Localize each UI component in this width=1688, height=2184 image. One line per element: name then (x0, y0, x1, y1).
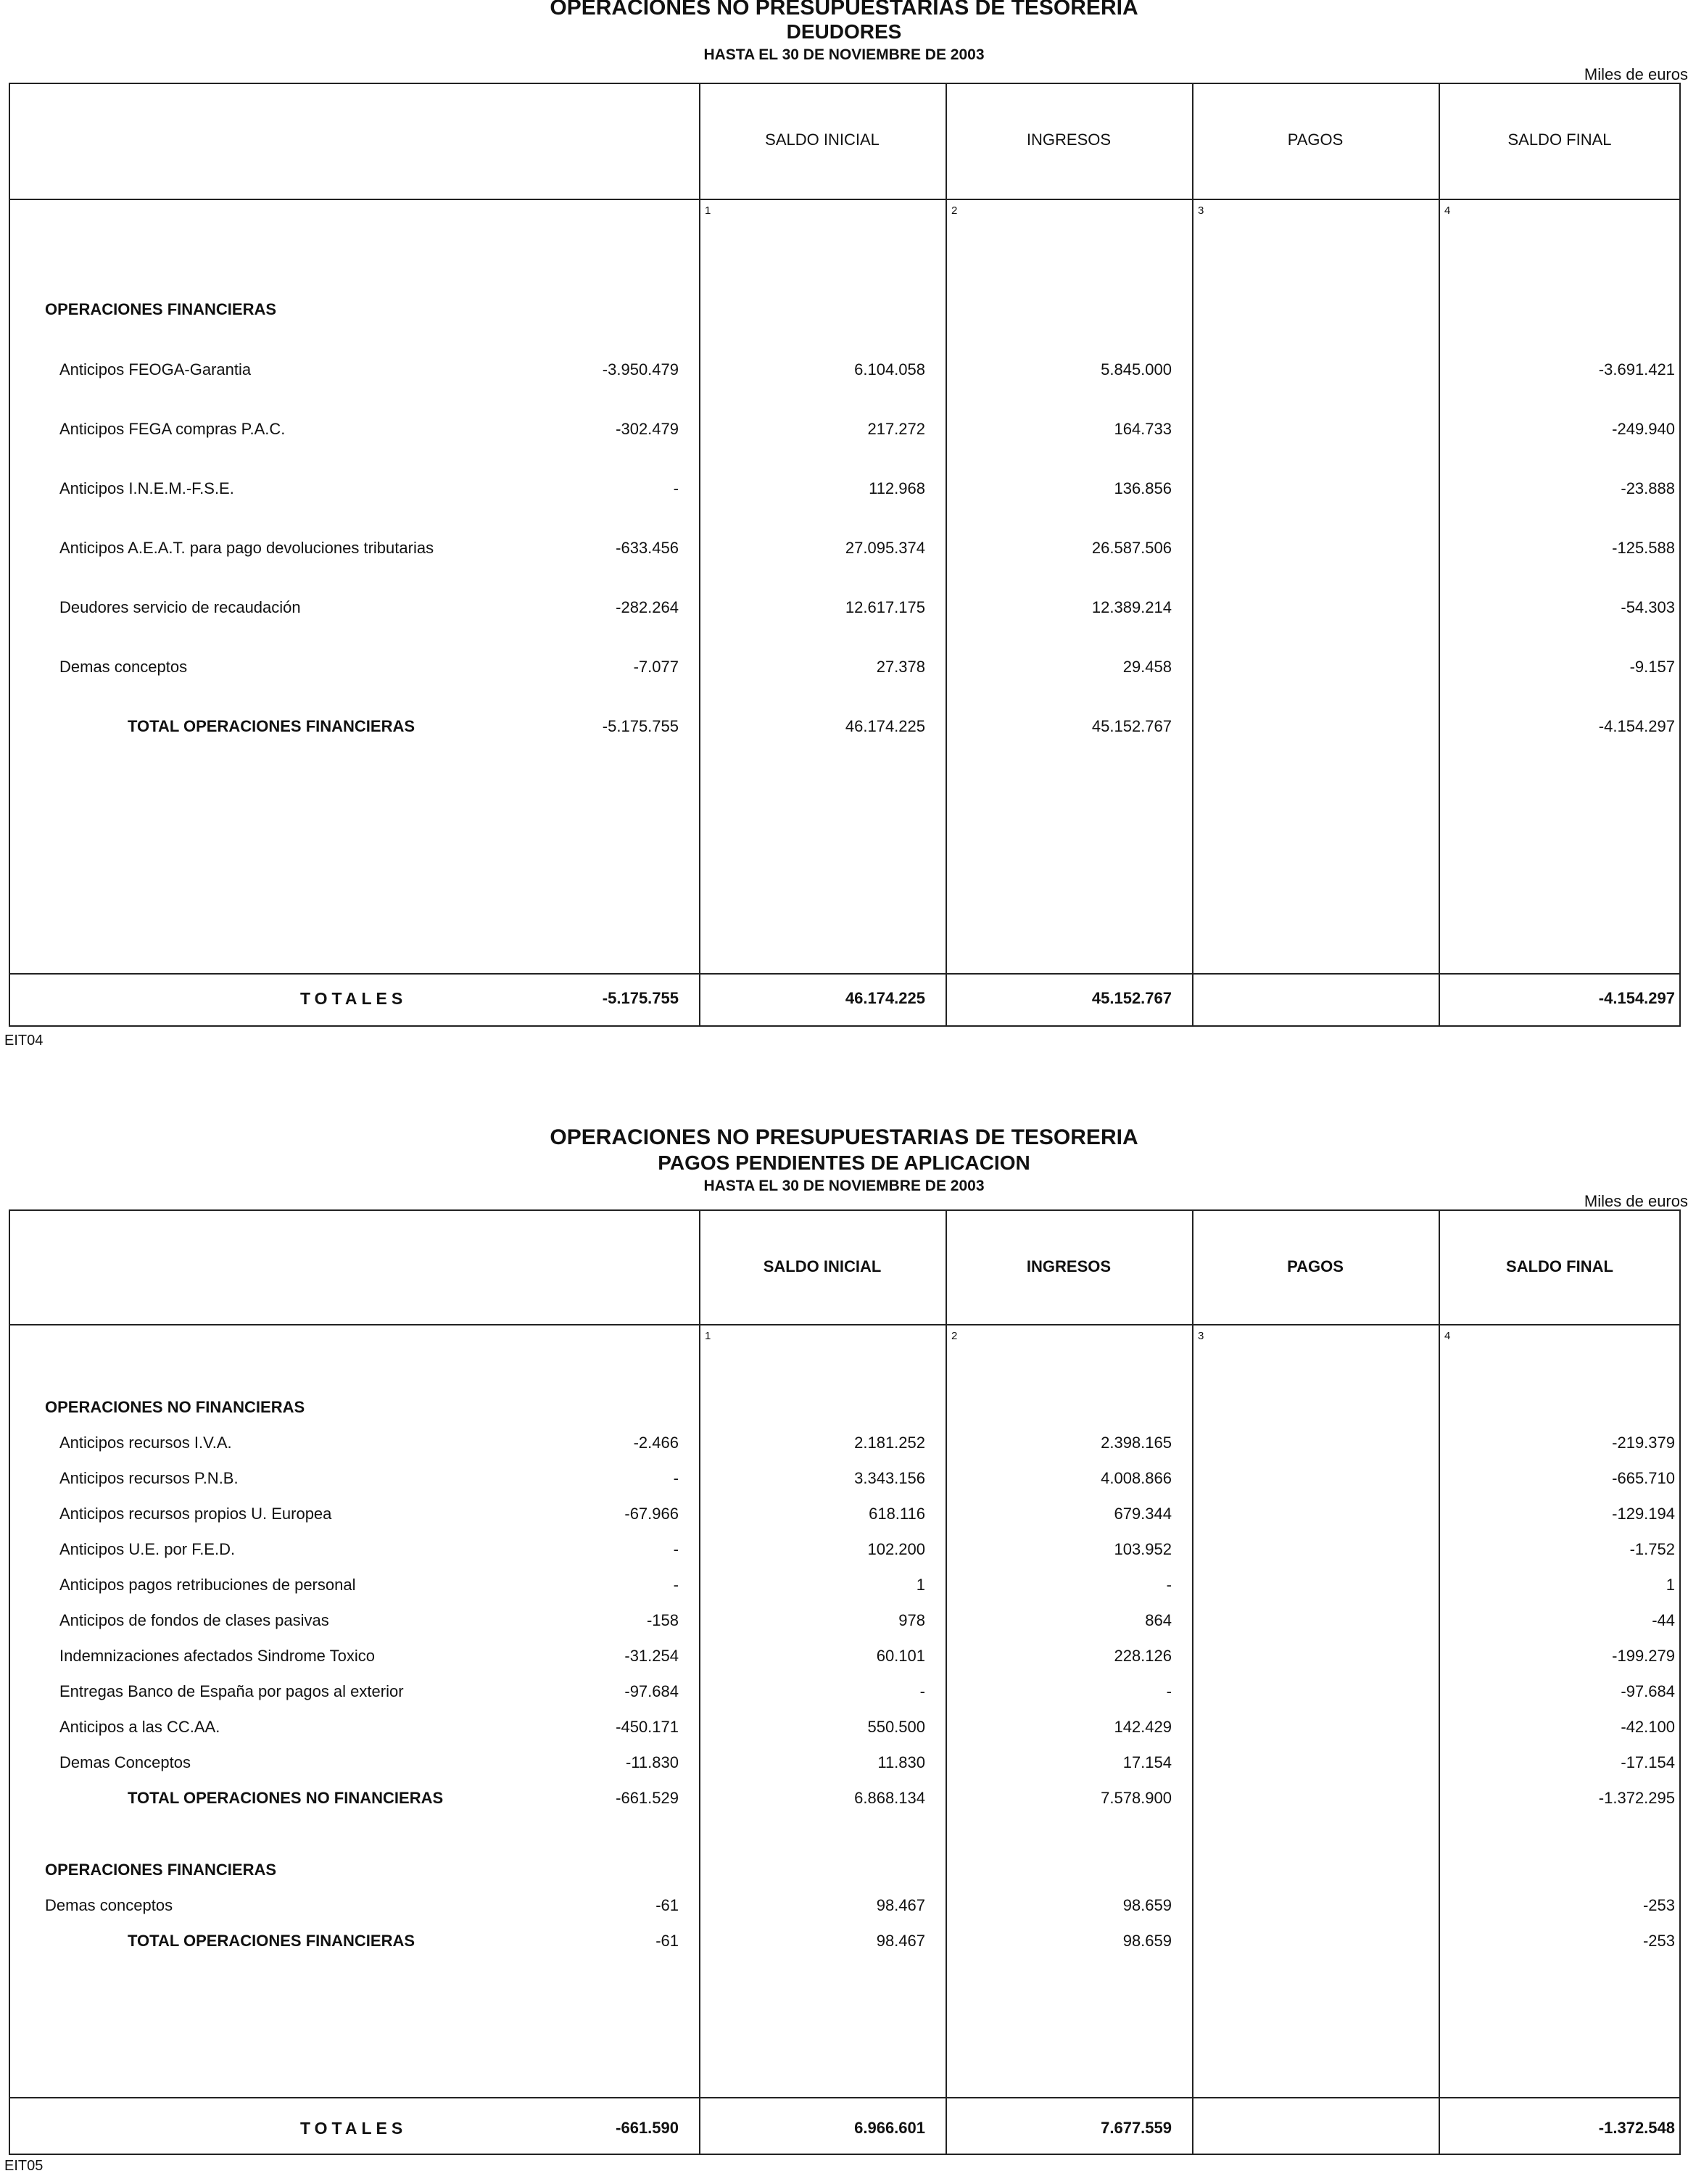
col-number: 4 (1444, 204, 1451, 217)
table-row: Anticipos U.E. por F.E.D. - 102.200 103.952 -1.752 (59, 1540, 1675, 1558)
section-heading: OPERACIONES FINANCIERAS (45, 300, 277, 318)
section-heading: OPERACIONES FINANCIERAS (45, 1861, 277, 1879)
deudores-subtitle: DEUDORES (786, 20, 902, 43)
pagos-date: HASTA EL 30 DE NOVIEMBRE DE 2003 (703, 1178, 985, 1194)
table-row: Demas conceptos -61 98.467 98.659 -253 (45, 1896, 1675, 1914)
table-row: Anticipos I.N.E.M.-F.S.E. - 112.968 136.856 -23.888 (59, 479, 1675, 497)
col-number: 3 (1198, 204, 1204, 217)
subtotal-row: TOTAL OPERACIONES FINANCIERAS -5.175.755 46.174.225 45.152.767 -4.154.297 (128, 717, 1675, 735)
col-saldo-final: SALDO FINAL (1506, 1257, 1613, 1275)
col-number: 1 (705, 1330, 711, 1342)
table-row: Anticipos FEGA compras P.A.C. -302.479 217.272 164.733 -249.940 (59, 420, 1675, 438)
col-saldo-inicial: SALDO INICIAL (765, 131, 880, 149)
col-number: 1 (705, 204, 711, 217)
subtotal-row: TOTAL OPERACIONES NO FINANCIERAS -661.529 6.868.134 7.578.900 -1.372.295 (128, 1789, 1675, 1807)
table-row: Entregas Banco de España por pagos al exterior -97.684 - - -97.684 (59, 1682, 1675, 1700)
deudores-table (9, 83, 1681, 1027)
table-row: Anticipos A.E.A.T. para pago devoluciones tributarias -633.456 27.095.374 26.587.506 -125.588 (59, 539, 1675, 557)
col-number: 3 (1198, 1330, 1204, 1342)
deudores-title: OPERACIONES NO PRESUPUESTARIAS DE TESORERIA (550, 0, 1138, 20)
table-row: Indemnizaciones afectados Sindrome Toxico -31.254 60.101 228.126 -199.279 (59, 1647, 1675, 1665)
table-row: Demas conceptos -7.077 27.378 29.458 -9.157 (59, 658, 1675, 676)
deudores-code: EIT04 (4, 1033, 44, 1048)
table-row: Demas Conceptos -11.830 11.830 17.154 -17.154 (59, 1753, 1675, 1771)
col-saldo-final: SALDO FINAL (1507, 131, 1612, 149)
deudores-date: HASTA EL 30 DE NOVIEMBRE DE 2003 (703, 46, 985, 63)
col-saldo-inicial: SALDO INICIAL (763, 1257, 882, 1275)
col-ingresos: INGRESOS (1026, 131, 1112, 149)
col-pagos: PAGOS (1287, 1257, 1344, 1275)
totals-row: TOTALES -661.590 6.966.601 7.677.559 -1.372.548 (300, 2119, 1675, 2138)
table-row: Anticipos pagos retribuciones de personal - 1 - 1 (59, 1576, 1675, 1594)
deudores-units: Miles de euros (1584, 65, 1688, 83)
col-pagos: PAGOS (1287, 131, 1344, 149)
table-row: Anticipos a las CC.AA. -450.171 550.500 142.429 -42.100 (59, 1718, 1675, 1736)
subtotal-row: TOTAL OPERACIONES FINANCIERAS -61 98.467 98.659 -253 (128, 1932, 1675, 1950)
pagos-table (9, 1209, 1681, 2155)
pagos-title: OPERACIONES NO PRESUPUESTARIAS DE TESORERIA (550, 1125, 1138, 1149)
col-number: 4 (1444, 1330, 1451, 1342)
table-row: Anticipos recursos P.N.B. - 3.343.156 4.008.866 -665.710 (59, 1469, 1675, 1487)
section-heading: OPERACIONES NO FINANCIERAS (45, 1398, 305, 1416)
totals-row: TOTALES -5.175.755 46.174.225 45.152.767 -4.154.297 (300, 989, 1675, 1008)
pagos-code: EIT05 (4, 2158, 44, 2174)
col-number: 2 (951, 204, 958, 217)
col-ingresos: INGRESOS (1026, 1257, 1112, 1275)
table-row: Anticipos recursos I.V.A. -2.466 2.181.252 2.398.165 -219.379 (59, 1434, 1675, 1452)
table-row: Deudores servicio de recaudación -282.264 12.617.175 12.389.214 -54.303 (59, 598, 1675, 616)
col-number: 2 (951, 1330, 958, 1342)
pagos-subtitle: PAGOS PENDIENTES DE APLICACION (658, 1151, 1030, 1174)
table-row: Anticipos recursos propios U. Europea -67.966 618.116 679.344 -129.194 (59, 1505, 1675, 1523)
table-row: Anticipos de fondos de clases pasivas -158 978 864 -44 (59, 1611, 1675, 1629)
pagos-units: Miles de euros (1584, 1192, 1688, 1210)
table-row: Anticipos FEOGA-Garantia -3.950.479 6.104.058 5.845.000 -3.691.421 (59, 360, 1675, 379)
